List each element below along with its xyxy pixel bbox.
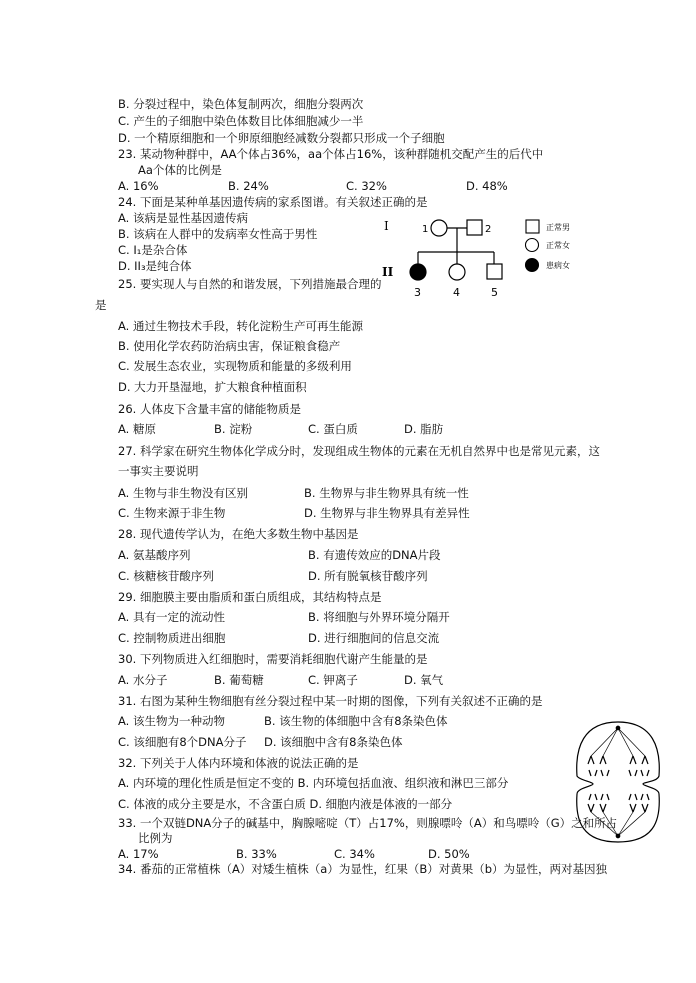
legend-female-symbol	[526, 239, 539, 252]
q30-option-a: A. 水分子	[118, 673, 168, 687]
q23-stem: 23. 某动物种群中，AA个体占36%，aa个体占16%，该种群随机交配产生的后代中	[118, 147, 544, 161]
q24-option-d: D. II₃是纯合体	[118, 259, 192, 273]
q24-option-c: C. I₁是杂合体	[118, 243, 188, 257]
q25-option-a: A. 通过生物技术手段，转化淀粉生产可再生能源	[118, 319, 363, 333]
q22-option-c: C. 产生的子细胞中染色体数目比体细胞减少一半	[118, 114, 364, 128]
q33-option-a: A. 17%	[118, 847, 159, 861]
ind-2-number: 2	[485, 224, 492, 235]
q28-stem: 28. 现代遗传学认为，在绝大多数生物中基因是	[118, 527, 359, 541]
q31-option-c: C. 该细胞有8个DNA分子	[118, 735, 247, 749]
q29-option-b: B. 将细胞与外界环境分隔开	[308, 610, 450, 624]
q29-option-a: A. 具有一定的流动性	[118, 610, 225, 624]
legend-female-label: 正常女	[546, 241, 570, 250]
q30-option-c: C. 钾离子	[308, 673, 358, 687]
ind-1-number: 1	[422, 224, 429, 235]
legend-affected-symbol	[526, 259, 539, 272]
q27-option-c: C. 生物来源于非生物	[118, 506, 226, 520]
ind-3-number: 3	[414, 286, 421, 299]
q23-stem-cont: Aa个体的比例是	[138, 163, 222, 177]
ind-2-normal-male	[467, 220, 482, 235]
chromosomes-lower	[588, 794, 649, 812]
q23-option-b: B. 24%	[228, 179, 269, 193]
q30-option-d: D. 氧气	[404, 673, 444, 687]
pedigree-chart	[380, 210, 590, 300]
q27-option-d: D. 生物界与非生物界具有差异性	[304, 506, 470, 520]
ind-1-normal-female	[431, 220, 447, 236]
ind-4-normal-female	[449, 264, 465, 280]
q30-option-b: B. 葡萄糖	[214, 673, 264, 687]
q31-option-a: A. 该生物为一种动物	[118, 714, 225, 728]
q26-option-d: D. 脂肪	[404, 422, 444, 436]
chromosomes-upper	[588, 756, 649, 776]
q25-stem-cont: 是	[95, 298, 107, 312]
gen-2-label: II	[382, 265, 394, 279]
q27-option-a: A. 生物与非生物没有区别	[118, 486, 248, 500]
q28-option-b: B. 有遗传效应的DNA片段	[308, 548, 441, 562]
q28-option-c: C. 核糖核苷酸序列	[118, 569, 214, 583]
q29-stem: 29. 细胞膜主要由脂质和蛋白质组成，其结构特点是	[118, 590, 382, 604]
q28-option-a: A. 氨基酸序列	[118, 548, 191, 562]
q33-option-d: D. 50%	[428, 847, 470, 861]
legend-male-label: 正常男	[546, 223, 570, 232]
q26-option-a: A. 糖原	[118, 422, 156, 436]
q25-stem: 25. 要实现人与自然的和谐发展，下列措施最合理的	[118, 277, 382, 291]
legend-male-symbol	[526, 220, 539, 233]
q26-option-b: B. 淀粉	[214, 422, 253, 436]
q32-options-ab: A. 内环境的理化性质是恒定不变的 B. 内环境包括血液、组织液和淋巴三部分	[118, 776, 509, 790]
q31-option-d: D. 该细胞中含有8条染色体	[264, 735, 403, 749]
q23-option-c: C. 32%	[346, 179, 387, 193]
q32-options-cd: C. 体液的成分主要是水，不含蛋白质 D. 细胞内液是体液的一部分	[118, 797, 453, 811]
q24-option-b: B. 该病在人群中的发病率女性高于男性	[118, 227, 318, 241]
pedigree-svg	[380, 210, 590, 300]
q30-stem: 30. 下列物质进入红细胞时，需要消耗细胞代谢产生能量的是	[118, 652, 428, 666]
ind-4-number: 4	[453, 286, 460, 299]
gen-1-label: I	[384, 219, 389, 233]
q28-option-d: D. 所有脱氧核苷酸序列	[308, 569, 428, 583]
q27-stem-cont: 一事实主要说明	[118, 464, 199, 478]
spindle-top	[591, 726, 645, 756]
q23-option-a: A. 16%	[118, 179, 159, 193]
q32-stem: 32. 下列关于人体内环境和体液的说法正确的是	[118, 756, 359, 770]
q27-stem: 27. 科学家在研究生物体化学成分时，发现组成生物体的元素在无机自然界中也是常见元素，这	[118, 444, 600, 458]
q34-stem: 34. 番茄的正常植株（A）对矮生植株（a）为显性，红果（B）对黄果（b）为显性，两对基因独	[118, 862, 608, 876]
q29-option-c: C. 控制物质进出细胞	[118, 631, 226, 645]
q29-option-d: D. 进行细胞间的信息交流	[308, 631, 440, 645]
ind-5-number: 5	[491, 286, 498, 299]
q25-option-b: B. 使用化学农药防治病虫害，保证粮食稳产	[118, 339, 341, 353]
q33-stem: 33. 一个双链DNA分子的碱基中，胸腺嘧啶（T）占17%，则腺嘌呤（A）和鸟嘌呤（G）之和所占	[118, 816, 618, 830]
q31-stem: 31. 右图为某种生物细胞有丝分裂过程中某一时期的图像，下列有关叙述不正确的是	[118, 694, 543, 708]
q31-option-b: B. 该生物的体细胞中含有8条染色体	[264, 714, 448, 728]
q22-option-b: B. 分裂过程中，染色体复制两次，细胞分裂两次	[118, 97, 364, 111]
q24-stem: 24. 下面是某种单基因遗传病的家系图谱。有关叙述正确的是	[118, 195, 428, 209]
q33-stem-cont: 比例为	[138, 831, 173, 845]
q26-stem: 26. 人体皮下含量丰富的储能物质是	[118, 402, 301, 416]
q22-option-d: D. 一个精原细胞和一个卵原细胞经减数分裂都只形成一个子细胞	[118, 131, 445, 145]
ind-5-normal-male	[487, 264, 502, 279]
q26-option-c: C. 蛋白质	[308, 422, 358, 436]
q23-option-d: D. 48%	[466, 179, 508, 193]
q25-option-d: D. 大力开垦湿地，扩大粮食种植面积	[118, 380, 307, 394]
q24-option-a: A. 该病是显性基因遗传病	[118, 211, 248, 225]
legend-affected-label: 患病女	[546, 261, 570, 270]
q27-option-b: B. 生物界与非生物界具有统一性	[304, 486, 469, 500]
q33-option-b: B. 33%	[236, 847, 277, 861]
ind-3-affected-female	[410, 264, 426, 280]
q25-option-c: C. 发展生态农业，实现物质和能量的多级利用	[118, 359, 352, 373]
q33-option-c: C. 34%	[334, 847, 375, 861]
